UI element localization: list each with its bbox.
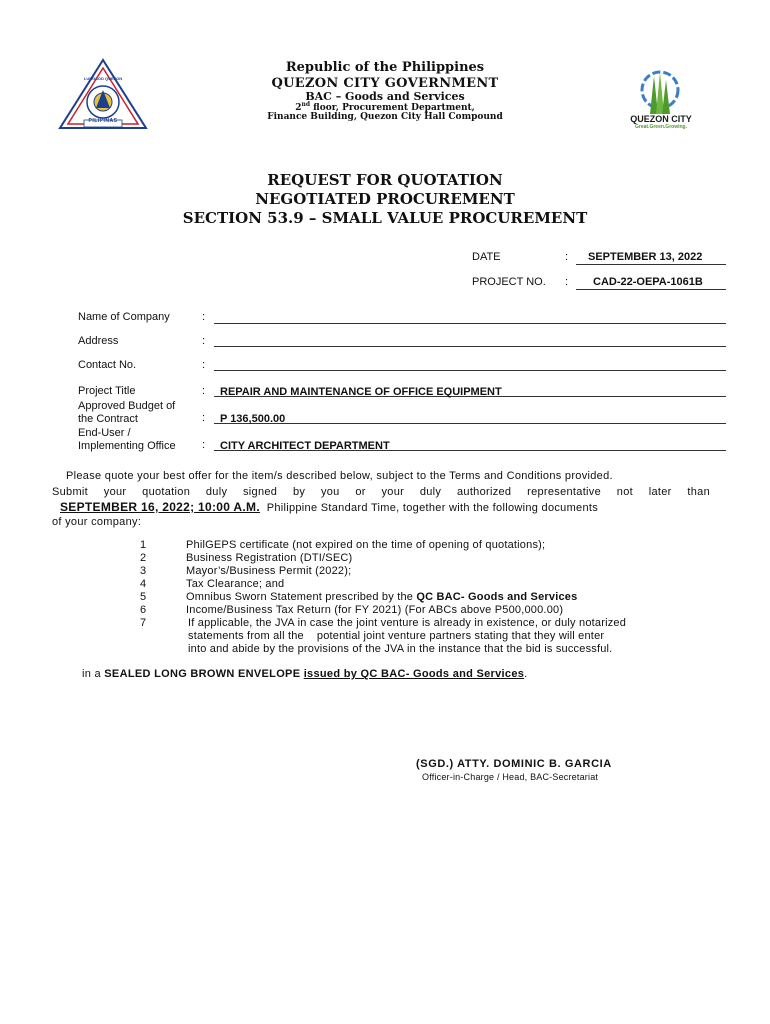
date-colon: : [565, 251, 569, 263]
header-floor: 2nd floor, Procurement Department, [295, 101, 475, 113]
contact-field[interactable] [214, 356, 726, 371]
intro-line-3: SEPTEMBER 16, 2022; 10:00 A.M. Philippine Standard Time, together with the following documents [52, 500, 710, 516]
abc-colon: : [202, 412, 206, 424]
title-section: SECTION 53.9 – SMALL VALUE PROCUREMENT [182, 209, 588, 227]
qc-logo-name: QUEZON CITY [630, 114, 692, 124]
req-num-7: 7 [140, 617, 147, 629]
seal-top-text: LUNGSOD QUEZON [83, 76, 123, 81]
address-label: Address [78, 335, 119, 347]
company-colon: : [202, 311, 206, 323]
project-title-colon: : [202, 385, 206, 397]
seal-bottom-text: PILIPINAS [88, 118, 118, 124]
req-num-1: 1 [140, 539, 147, 551]
date-label: DATE [472, 251, 501, 263]
quezon-city-logo [620, 68, 698, 134]
header-republic: Republic of the Philippines [285, 60, 485, 75]
project-title-label: Project Title [78, 385, 136, 397]
contact-colon: : [202, 359, 206, 371]
signatory-name: (SGD.) ATTY. DOMINIC B. GARCIA [416, 758, 612, 770]
project-title-field: REPAIR AND MAINTENANCE OF OFFICE EQUIPMENT [214, 382, 726, 397]
req-text-7: If applicable, the JVA in case the joint venture is already in existence, or duly notarized statements from all the potential joint venture partners stating that they will enter into and abide by the provisions of the JVA in the instance that the bid is successful. [188, 617, 627, 655]
address-colon: : [202, 335, 206, 347]
company-field[interactable] [214, 309, 726, 324]
project-value: CAD-22-OEPA-1061B [593, 276, 703, 288]
date-value: SEPTEMBER 13, 2022 [588, 251, 703, 263]
intro-line-1: Please quote your best offer for the item/s described below, subject to the Terms and Conditions provided. [66, 470, 613, 482]
intro-line-2: Submit your quotation duly signed by you or your duly authorized representative not later than [52, 486, 710, 498]
req-text-5: Omnibus Sworn Statement prescribed by the QC BAC- Goods and Services [186, 591, 578, 603]
title-rfq: REQUEST FOR QUOTATION [267, 171, 503, 189]
header-building: Finance Building, Quezon City Hall Compound [267, 112, 503, 122]
company-label: Name of Company [78, 311, 170, 323]
project-colon: : [565, 276, 569, 288]
req-text-4: Tax Clearance; and [186, 578, 285, 590]
abc-field: P 136,500.00 [214, 409, 726, 424]
deadline: SEPTEMBER 16, 2022; 10:00 A.M. [60, 500, 260, 514]
contact-label: Contact No. [78, 359, 137, 371]
req-num-6: 6 [140, 604, 147, 616]
abc-label: Approved Budget of the Contract [78, 400, 176, 425]
end-user-label: End-User / Implementing Office [78, 427, 176, 452]
req-text-3: Mayor’s/Business Permit (2022); [186, 565, 352, 577]
end-user-field: CITY ARCHITECT DEPARTMENT [214, 436, 726, 451]
project-label: PROJECT NO. [472, 276, 546, 288]
address-field[interactable] [214, 332, 726, 347]
req-num-5: 5 [140, 591, 147, 603]
quezon-city-seal [58, 58, 148, 130]
qc-logo-tagline: Great.Green.Growing. [635, 124, 687, 130]
signatory-position: Officer-in-Charge / Head, BAC-Secretariat [422, 772, 599, 782]
title-negotiated: NEGOTIATED PROCUREMENT [255, 190, 515, 208]
req-num-4: 4 [140, 578, 147, 590]
end-user-colon: : [202, 439, 206, 451]
intro-line-4: of your company: [52, 516, 142, 528]
req-text-1: PhilGEPS certificate (not expired on the time of opening of quotations); [186, 539, 546, 551]
req-text-6: Income/Business Tax Return (for FY 2021) (For ABCs above P500,000.00) [186, 604, 564, 616]
req-text-2: Business Registration (DTI/SEC) [186, 552, 353, 564]
header-government: QUEZON CITY GOVERNMENT [271, 76, 499, 91]
req-num-2: 2 [140, 552, 147, 564]
header-bac: BAC – Goods and Services [305, 90, 465, 103]
req-num-3: 3 [140, 565, 147, 577]
envelope-instruction: in a SEALED LONG BROWN ENVELOPE issued by QC BAC- Goods and Services. [82, 668, 528, 680]
